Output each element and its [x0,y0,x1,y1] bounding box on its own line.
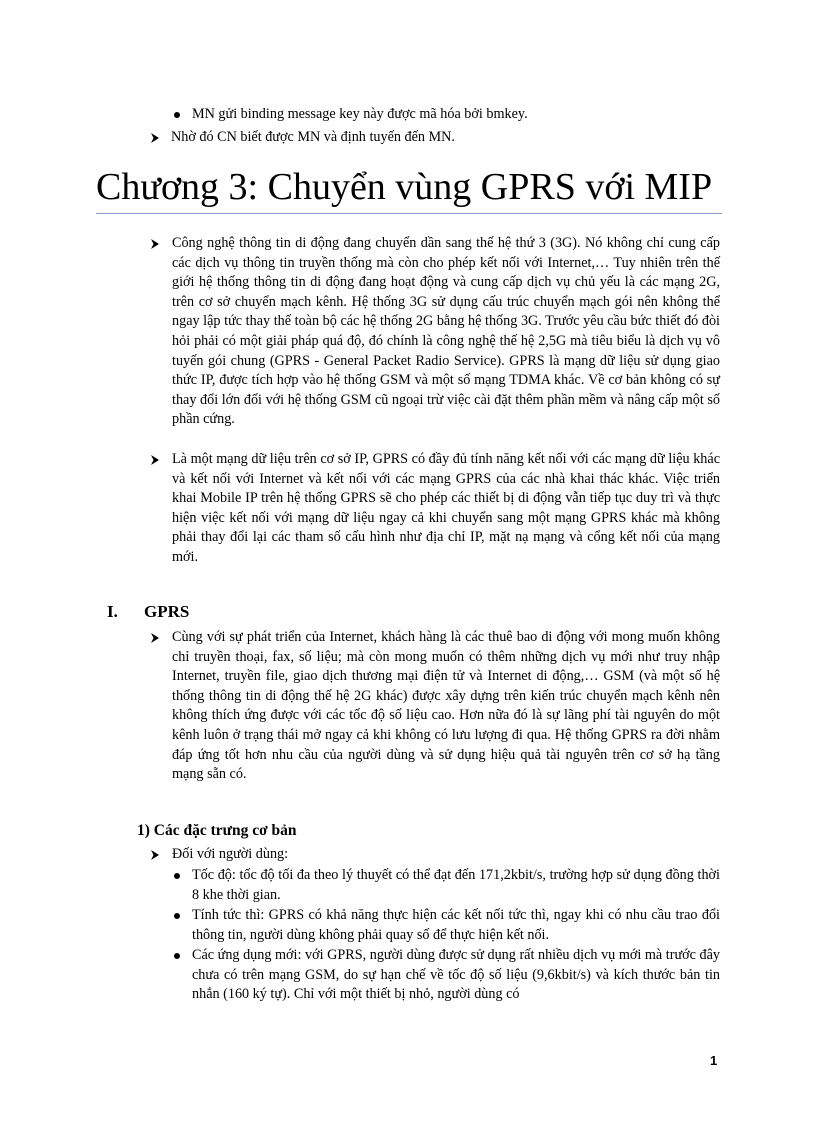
section-number: I. [107,602,118,621]
arrow-text: Đối với người dùng: [172,846,289,862]
subsection-title: 1) Các đặc trưng cơ bản [137,822,297,839]
list-item [150,128,730,148]
bullet-dot-icon [174,873,180,879]
bullet-dot-icon [174,112,180,118]
arrow-bullet-icon [150,632,160,644]
bullet-dot-icon [174,953,180,959]
arrow-text: Nhờ đó CN biết được MN và định tuyến đến MN. [171,129,455,145]
section-paragraph: Cùng với sự phát triển của Internet, khách hàng là các thuê bao di động với mong muốn không chỉ truyền thoại, fax, số liệu; mà còn mong muốn có thêm những dịch vụ mới như truy nhập Internet, truyền file, giao dịch thương mại điện tử và Internet di động,… GSM (và một số hệ thống thông tin di động thế hệ 2G khác) được xây dựng trên kiến trúc chuyển mạch kênh nên không thích ứng được với các tốc độ số liệu cao. Hơn nữa đó là sự lãng phí tài nguyên do một kênh luôn ở trạng thái mở ngay cả khi không có lưu lượng đi qua. Hệ thống GPRS ra đời nhằm đáp ứng tốt hơn nhu cầu của người dùng và sử dụng hiệu quả tài nguyên trên cơ sở hạ tầng mạng sẵn có. [172,629,720,783]
bullet-text: MN gửi binding message key này được mã hóa bởi bmkey. [192,106,528,122]
list-item [150,450,720,568]
list-item [174,946,720,1005]
list-item [174,866,720,905]
arrow-bullet-icon [150,132,160,144]
intro-paragraph: Là một mạng dữ liệu trên cơ sở IP, GPRS có đầy đủ tính năng kết nối với các mạng dữ liệu khác và kết nối với Internet và kết nối với các mạng GPRS của các nhà khai thác khác. Việc triển khai Mobile IP trên hệ thống GPRS sẽ cho phép các thiết bị di động vẫn tiếp tục duy trì và thực hiện việc kết nối với mạng dữ liệu ngay cả khi chuyển sang một mạng GPRS khác mà không phải thay đổi lại các tham số cấu hình như địa chỉ IP, mặt nạ mạng và cổng kết nối của mạng mới. [172,451,720,565]
list-item [150,628,720,785]
bullet-text: Tốc độ: tốc độ tối đa theo lý thuyết có thể đạt đến 171,2kbit/s, trường hợp sử dụng đồng thời 8 khe thời gian. [192,867,720,903]
bullet-dot-icon [174,913,180,919]
bullet-text: Các ứng dụng mới: với GPRS, người dùng được sử dụng rất nhiều dịch vụ mới mà trước đây chưa có trên mạng GSM, do sự hạn chế về tốc độ số liệu (9,6kbit/s) và kích thước bản tin nhắn (160 ký tự). Chỉ với một thiết bị nhỏ, người dùng có [192,947,720,1003]
arrow-bullet-icon [150,454,160,466]
title-underline [96,213,722,214]
section-title: GPRS [144,602,190,621]
arrow-bullet-icon [150,238,160,250]
list-item [150,845,720,865]
chapter-title: Chương 3: Chuyển vùng GPRS với MIP [96,166,713,208]
list-item [174,105,734,125]
bullet-text: Tính tức thì: GPRS có khả năng thực hiện các kết nối tức thì, ngay khi có nhu cầu trao đổi thông tin, người dùng không phải quay số để thực hiện kết nối. [192,907,720,943]
page-number: 1 [710,1053,718,1068]
list-item [150,234,720,430]
intro-paragraph: Công nghệ thông tin di động đang chuyển dần sang thế hệ thứ 3 (3G). Nó không chỉ cung cấp các dịch vụ thông tin truyền thống mà còn cho phép kết nối với Internet,… Tuy nhiên trên thế giới hệ thống thông tin di động đang hoạt động và cung cấp dịch vụ chủ yếu là các mạng 2G, trên cơ sở chuyển mạch kênh. Hệ thống 3G sử dụng cấu trúc chuyển mạch gói nên không thể ngay lập tức thay thế toàn bộ các hệ thống 2G bằng hệ thống 3G. Trước yêu cầu bức thiết đó đòi hỏi phải có một giải pháp quá độ, đó chính là công nghệ thế hệ 2,5G mà tiêu biểu là dịch vụ vô tuyến gói chung (GPRS - General Packet Radio Service). GPRS là mạng dữ liệu sử dụng giao thức IP, được tích hợp vào hệ thống GSM và một số mạng TDMA khác. Về cơ bản không có sự thay đổi lớn đối với hệ thống GSM cũ ngoại trừ việc cài đặt thêm phần mềm và nâng cấp một số phần cứng. [172,235,720,428]
arrow-bullet-icon [150,849,160,861]
list-item [174,906,720,945]
